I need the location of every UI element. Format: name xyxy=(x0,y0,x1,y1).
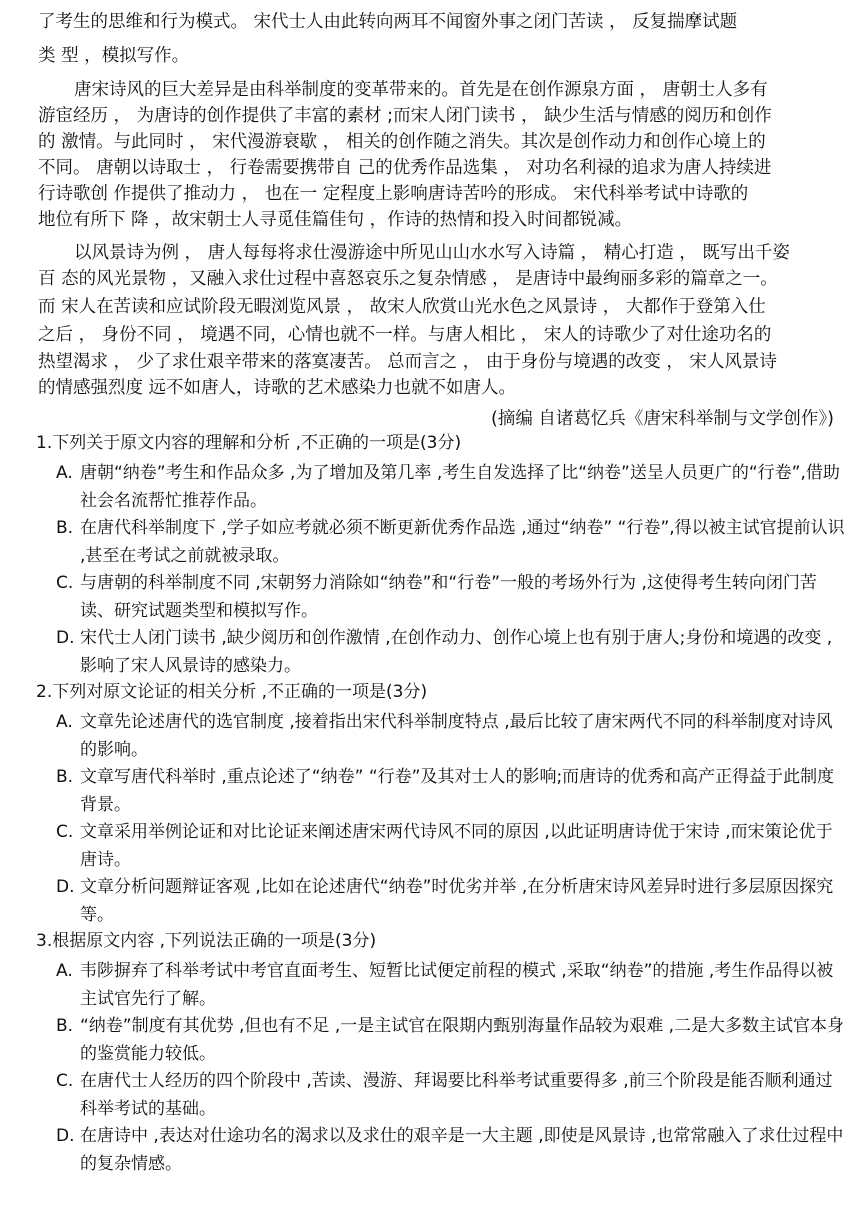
option-d[interactable] xyxy=(56,1122,846,1178)
passage-line: 的 激情。与此同时 ， 宋代漫游衰歇 ， 相关的创作随之消失。其次是创作动力和创作心境上的 xyxy=(38,132,766,152)
option-d[interactable] xyxy=(56,624,846,680)
option-c[interactable] xyxy=(56,569,846,625)
passage-line: 热望渴求 ， 少了求仕艰辛带来的落寞凄苦。 总而言之 ， 由于身份与境遇的改变 ， 宋人风景诗 xyxy=(38,352,777,372)
question-stem: 3.根据原文内容 ,下列说法正确的一项是(3分) xyxy=(36,931,377,951)
option-text: 宋代士人闭门读书 ,缺少阅历和创作激情 ,在创作动力、创作心境上也有别于唐人;身份和境遇的改变 ,影响了宋人风景诗的感染力。 xyxy=(80,628,833,676)
option-d[interactable] xyxy=(56,873,846,929)
passage-line: 百 态的风光景物 ，又融入求仕过程中喜怒哀乐之复杂情感 ， 是唐诗中最绚丽多彩的篇章之一。 xyxy=(38,269,778,289)
passage-line: 行诗歌创 作提供了推动力 ， 也在一 定程度上影响唐诗苦吟的形成。 宋代科举考试中诗歌的 xyxy=(38,184,749,204)
passage-line: 了考生的思维和行为模式。 宋代士人由此转向两耳不闻窗外事之闭门苦读 ， 反复揣摩试题 xyxy=(38,12,738,32)
option-text: 文章分析问题辩证客观 ,比如在论述唐代“纳卷”时优劣并举 ,在分析唐宋诗风差异时进行多层原因探究等。 xyxy=(80,877,834,925)
passage-line: 类 型 ，模拟写作。 xyxy=(38,46,190,66)
passage-line: 而 宋人在苦读和应试阶段无暇浏览风景 ， 故宋人欣赏山光水色之风景诗 ， 大都作于登第入仕 xyxy=(38,297,766,317)
option-text: 唐朝“纳卷”考生和作品众多 ,为了增加及第几率 ,考生自发选择了比“纳卷”送呈人员更广的“行卷”,借助社会名流帮忙推荐作品。 xyxy=(80,463,840,511)
option-letter: D. xyxy=(56,1126,75,1146)
passage-line: 游宦经历 ， 为唐诗的创作提供了丰富的素材 ;而宋人闭门读书 ， 缺少生活与情感的阅历和创作 xyxy=(38,106,772,126)
option-text: 文章采用举例论证和对比论证来阐述唐宋两代诗风不同的原因 ,以此证明唐诗优于宋诗 ,而宋策论优于唐诗。 xyxy=(80,822,833,870)
option-letter: D. xyxy=(56,877,75,897)
option-text: 韦陟摒弃了科举考试中考官直面考生、短暂比试便定前程的模式 ,采取“纳卷”的措施 ,考生作品得以被主试官先行了解。 xyxy=(80,961,834,1009)
option-letter: C. xyxy=(56,822,74,842)
question-stem: 1.下列关于原文内容的理解和分析 ,不正确的一项是(3分) xyxy=(36,433,462,453)
passage-line: 之后 ， 身份不同 ， 境遇不同，心情也就不一样。与唐人相比 ， 宋人的诗歌少了对仕途功名的 xyxy=(38,325,772,345)
passage-line: 的情感强烈度 远不如唐人，诗歌的艺术感染力也就不如唐人。 xyxy=(38,378,517,398)
option-text: 在唐代士人经历的四个阶段中 ,苦读、漫游、拜谒要比科举考试重要得多 ,前三个阶段是能否顺利通过科举考试的基础。 xyxy=(80,1071,833,1119)
question-stem: 2.下列对原文论证的相关分析 ,不正确的一项是(3分) xyxy=(36,682,428,702)
option-text: 与唐朝的科举制度不同 ,宋朝努力消除如“纳卷”和“行卷”一般的考场外行为 ,这使得考生转向闭门苦读、研究试题类型和模拟写作。 xyxy=(80,573,817,621)
option-b[interactable] xyxy=(56,514,846,570)
option-a[interactable] xyxy=(56,459,846,515)
option-letter: A. xyxy=(56,463,73,483)
option-b[interactable] xyxy=(56,763,846,819)
option-text: 在唐代科举制度下 ,学子如应考就必须不断更新优秀作品选 ,通过“纳卷” “行卷”,得以被主试官提前认识 ,甚至在考试之前就被录取。 xyxy=(80,518,845,566)
option-text: 文章写唐代科举时 ,重点论述了“纳卷” “行卷”及其对士人的影响;而唐诗的优秀和高产正得益于此制度背景。 xyxy=(80,767,835,815)
option-a[interactable] xyxy=(56,708,846,764)
option-letter: D. xyxy=(56,628,75,648)
option-b[interactable] xyxy=(56,1012,846,1068)
option-text: 在唐诗中 ,表达对仕途功名的渴求以及求仕的艰辛是一大主题 ,即使是风景诗 ,也常常融入了求仕过程中的复杂情感。 xyxy=(80,1126,844,1174)
option-c[interactable] xyxy=(56,818,846,874)
passage-line: 不同。 唐朝以诗取士 ， 行卷需要携带自 己的优秀作品选集 ， 对功名利禄的追求为唐人持续进 xyxy=(38,158,772,178)
passage-line: 地位有所下 降 ，故宋朝士人寻觅佳篇佳句 ，作诗的热情和投入时间都锐减。 xyxy=(38,210,633,230)
option-letter: B. xyxy=(56,1016,74,1036)
passage-line: 以风景诗为例 ， 唐人每每将求仕漫游途中所见山山水水写入诗篇 ， 精心打造 ， 既写出千姿 xyxy=(74,243,790,263)
option-text: 文章先论述唐代的选官制度 ,接着指出宋代科举制度特点 ,最后比较了唐宋两代不同的科举制度对诗风的影响。 xyxy=(80,712,833,760)
passage-source: (摘编 自诸葛忆兵《唐宋科举制与文学创作》) xyxy=(491,409,834,429)
option-letter: B. xyxy=(56,518,74,538)
option-letter: C. xyxy=(56,1071,74,1091)
passage-line: 唐宋诗风的巨大差异是由科举制度的变革带来的。首先是在创作源泉方面 ， 唐朝士人多有 xyxy=(74,80,768,100)
option-letter: C. xyxy=(56,573,74,593)
option-a[interactable] xyxy=(56,957,846,1013)
option-c[interactable] xyxy=(56,1067,846,1123)
option-letter: B. xyxy=(56,767,74,787)
option-text: “纳卷”制度有其优势 ,但也有不足 ,一是主试官在限期内甄别海量作品较为艰难 ,二是大多数主试官本身的鉴赏能力较低。 xyxy=(80,1016,845,1064)
option-letter: A. xyxy=(56,961,73,981)
option-letter: A. xyxy=(56,712,73,732)
